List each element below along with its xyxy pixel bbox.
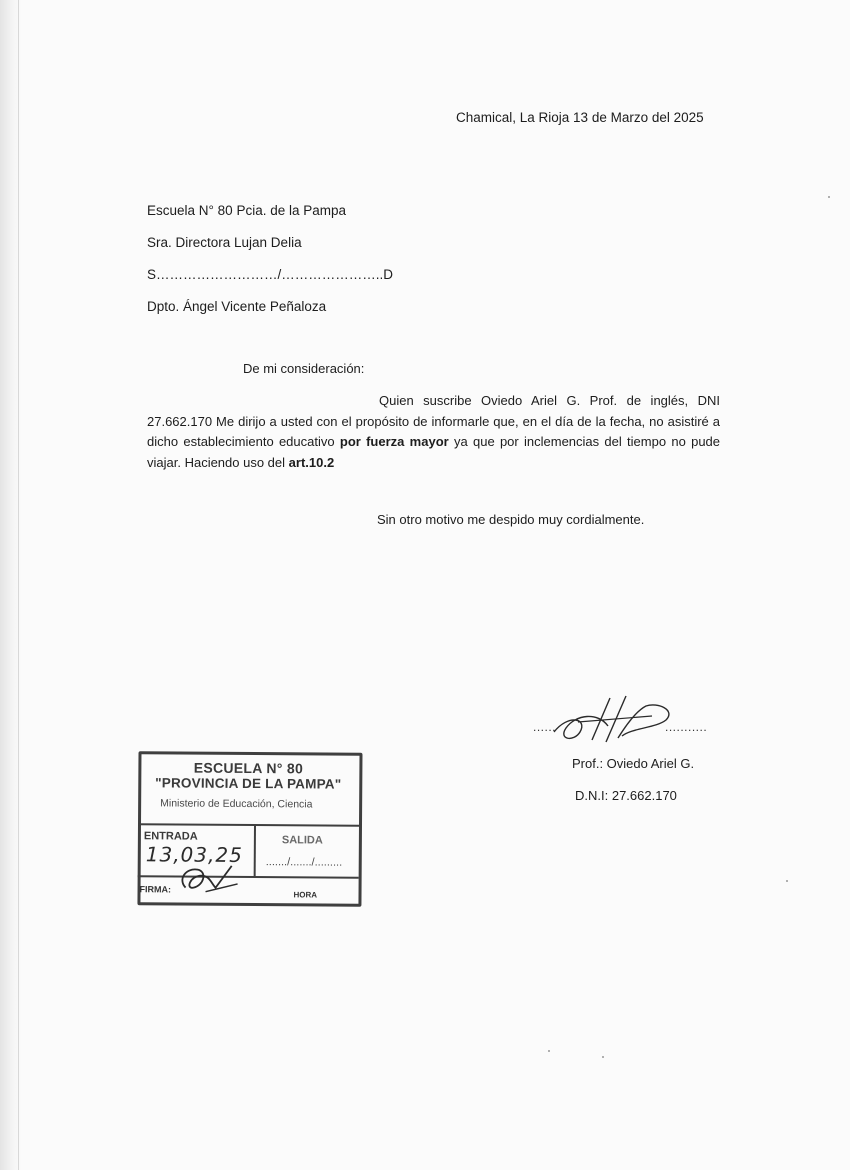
stamp-entry-date: 13,03,25 (145, 842, 243, 867)
body-bold-article: art.10.2 (288, 454, 335, 470)
stamp-hora-label: HORA (293, 890, 318, 900)
scanned-page-edge (0, 0, 22, 1170)
scan-speck (828, 196, 830, 198)
stamp-divider (254, 824, 256, 878)
recipient-sd-line: S………………………/…………………..D (147, 267, 394, 282)
scan-speck (786, 880, 788, 882)
body-text-2: ya que por inclemencias del tiempo no pude viajar. Haciendo uso del (147, 434, 721, 470)
stamp-firma-label: FIRMA: (139, 884, 172, 895)
letter-body (147, 391, 720, 473)
stamp-entrada-label: ENTRADA (143, 830, 198, 843)
stamp-exit-blank: ......./......./......... (265, 856, 343, 869)
body-text-1: Quien suscribe Oviedo Ariel G. Prof. de inglés, DNI 27.662.170 Me dirijo a usted con el propósito de informarle que, en el día de la fecha, no asistiré a dicho establecimiento educativo (147, 393, 720, 449)
date-line: Chamical, La Rioja 13 de Marzo del 2025 (456, 110, 704, 125)
closing-line: Sin otro motivo me despido muy cordialmente. (377, 512, 645, 527)
signer-dni: D.N.I: 27.662.170 (575, 788, 677, 803)
stamp-subtitle: "PROVINCIA DE LA PAMPA" (155, 775, 342, 792)
stamp-initials-scribble (176, 861, 246, 895)
stamp-ministry: Ministerio de Educación, Ciencia (160, 797, 313, 811)
recipient-director: Sra. Directora Lujan Delia (147, 235, 302, 250)
body-bold-force-majeure: por fuerza mayor (339, 434, 449, 449)
salutation: De mi consideración: (243, 361, 365, 376)
signature-dots-left: ...... (533, 720, 557, 734)
recipient-department: Dpto. Ángel Vicente Peñaloza (147, 299, 327, 314)
scan-speck (548, 1050, 550, 1052)
signer-name: Prof.: Oviedo Ariel G. (572, 756, 695, 771)
school-reception-stamp (135, 747, 360, 903)
stamp-title: ESCUELA N° 80 (193, 759, 304, 777)
signature-dots-right: ........... (665, 720, 708, 734)
scan-speck (602, 1056, 604, 1058)
stamp-salida-label: SALIDA (281, 834, 323, 847)
recipient-school: Escuela N° 80 Pcia. de la Pampa (147, 203, 347, 218)
